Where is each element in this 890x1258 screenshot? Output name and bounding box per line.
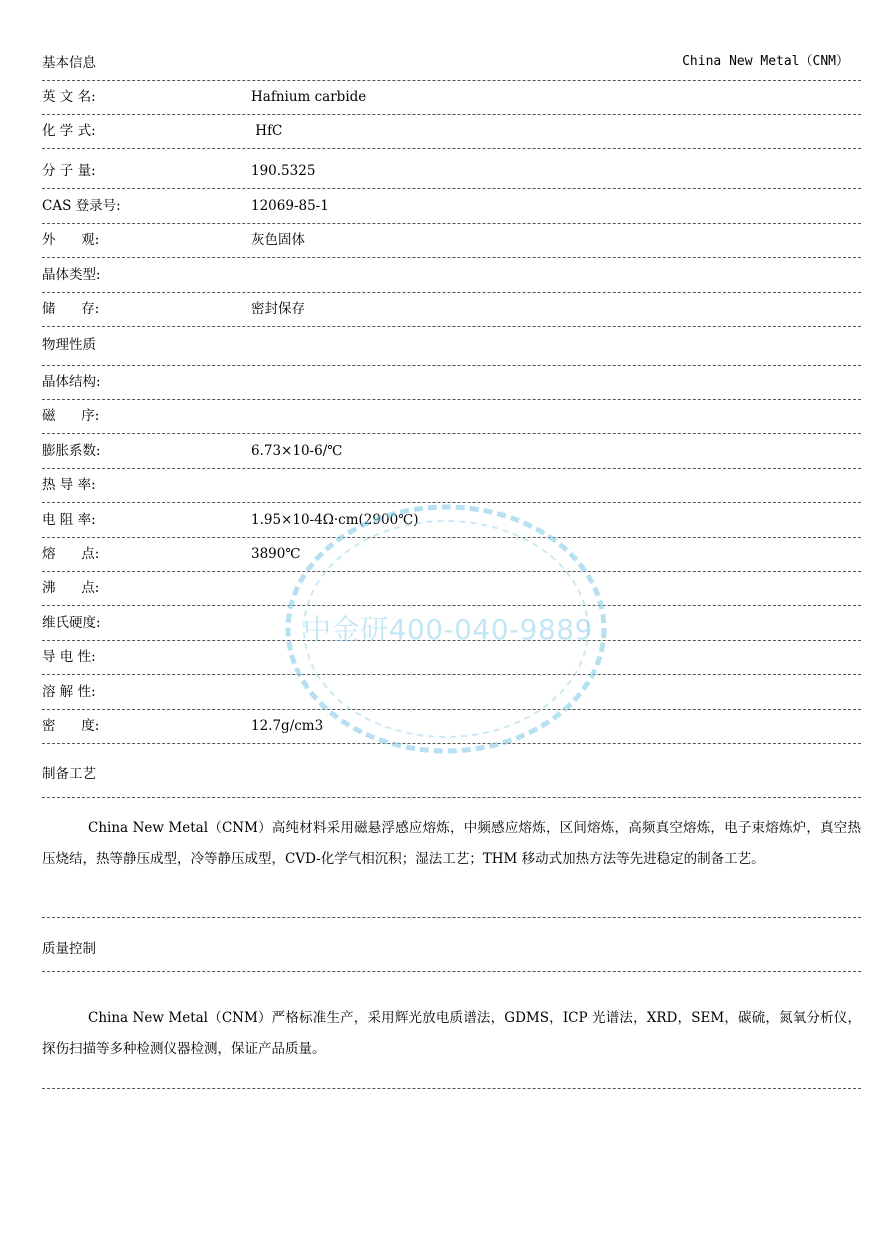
section-title-process: 制备工艺 xyxy=(42,766,96,782)
property-row-solubility xyxy=(42,674,861,710)
info-row-cas xyxy=(42,188,861,224)
info-value: 12069-85-1 xyxy=(251,198,329,214)
company-name: China New Metal（CNM） xyxy=(682,54,849,69)
info-row-molecular-weight xyxy=(42,148,861,189)
info-value: 灰色固体 xyxy=(251,232,305,248)
property-label: 溶 解 性: xyxy=(42,684,96,700)
property-label: 导 电 性: xyxy=(42,649,96,665)
info-row-formula xyxy=(42,114,861,149)
property-label: 密 度: xyxy=(42,718,100,734)
info-value: 密封保存 xyxy=(251,301,305,317)
property-value: 6.73×10-6/℃ xyxy=(251,443,343,459)
property-row-magnetic-order xyxy=(42,399,861,434)
info-label: 英 文 名: xyxy=(42,89,96,105)
info-row-english-name xyxy=(42,80,861,115)
property-label: 晶体结构: xyxy=(42,374,101,390)
section-title-physical: 物理性质 xyxy=(42,337,96,353)
quality-paragraph: China New Metal（CNM）严格标准生产，采用辉光放电质谱法，GDMS，ICP 光谱法，XRD，SEM，碳硫，氮氧分析仪，探伤扫描等多种检测仪器检测，保证产品质量。 xyxy=(42,1010,861,1057)
property-value: 3890℃ xyxy=(251,546,301,562)
property-row-thermal-conductivity xyxy=(42,468,861,503)
property-row-expansion xyxy=(42,433,861,469)
info-label: CAS 登录号: xyxy=(42,198,121,214)
property-row-crystal-structure xyxy=(42,365,861,400)
property-row-boiling-point xyxy=(42,571,861,606)
info-row-appearance xyxy=(42,223,861,258)
section-process xyxy=(42,743,861,798)
property-row-resistivity xyxy=(42,502,861,538)
info-value: 190.5325 xyxy=(251,163,316,179)
header-row xyxy=(42,40,861,81)
info-row-storage xyxy=(42,292,861,327)
process-paragraph: China New Metal（CNM）高纯材料采用磁悬浮感应熔炼，中频感应熔炼，区间熔炼，高频真空熔炼，电子束熔炼炉，真空热压烧结，热等静压成型，冷等静压成型，CVD-化学气相沉积；湿法工艺；THM 移动式加热方法等先进稳定的制备工艺。 xyxy=(42,820,861,867)
property-label: 熔 点: xyxy=(42,546,100,562)
property-value: 12.7g/cm3 xyxy=(251,718,324,734)
property-label: 沸 点: xyxy=(42,580,100,596)
section-quality xyxy=(42,917,861,972)
property-row-density xyxy=(42,709,861,744)
section-physical-properties xyxy=(42,326,861,366)
property-label: 电 阻 率: xyxy=(42,512,96,528)
info-label: 晶体类型: xyxy=(42,267,101,283)
info-row-crystal-type xyxy=(42,257,861,293)
watermark-text: 中金研400-040-9889 xyxy=(303,613,593,646)
property-label: 磁 序: xyxy=(42,408,100,424)
info-value: Hafnium carbide xyxy=(251,89,367,105)
info-value: HfC xyxy=(251,123,283,139)
info-label: 分 子 量: xyxy=(42,163,96,179)
property-label: 热 导 率: xyxy=(42,477,96,493)
info-label: 化 学 式: xyxy=(42,123,96,139)
section-title-quality: 质量控制 xyxy=(42,941,96,957)
property-row-melting-point xyxy=(42,537,861,572)
section-title-basic-info: 基本信息 xyxy=(42,55,96,71)
property-label: 膨胀系数: xyxy=(42,443,101,459)
property-value: 1.95×10-4Ω·cm(2900℃) xyxy=(251,512,419,528)
info-label: 外 观: xyxy=(42,232,100,248)
info-label: 储 存: xyxy=(42,301,100,317)
property-label: 维氏硬度: xyxy=(42,615,101,631)
